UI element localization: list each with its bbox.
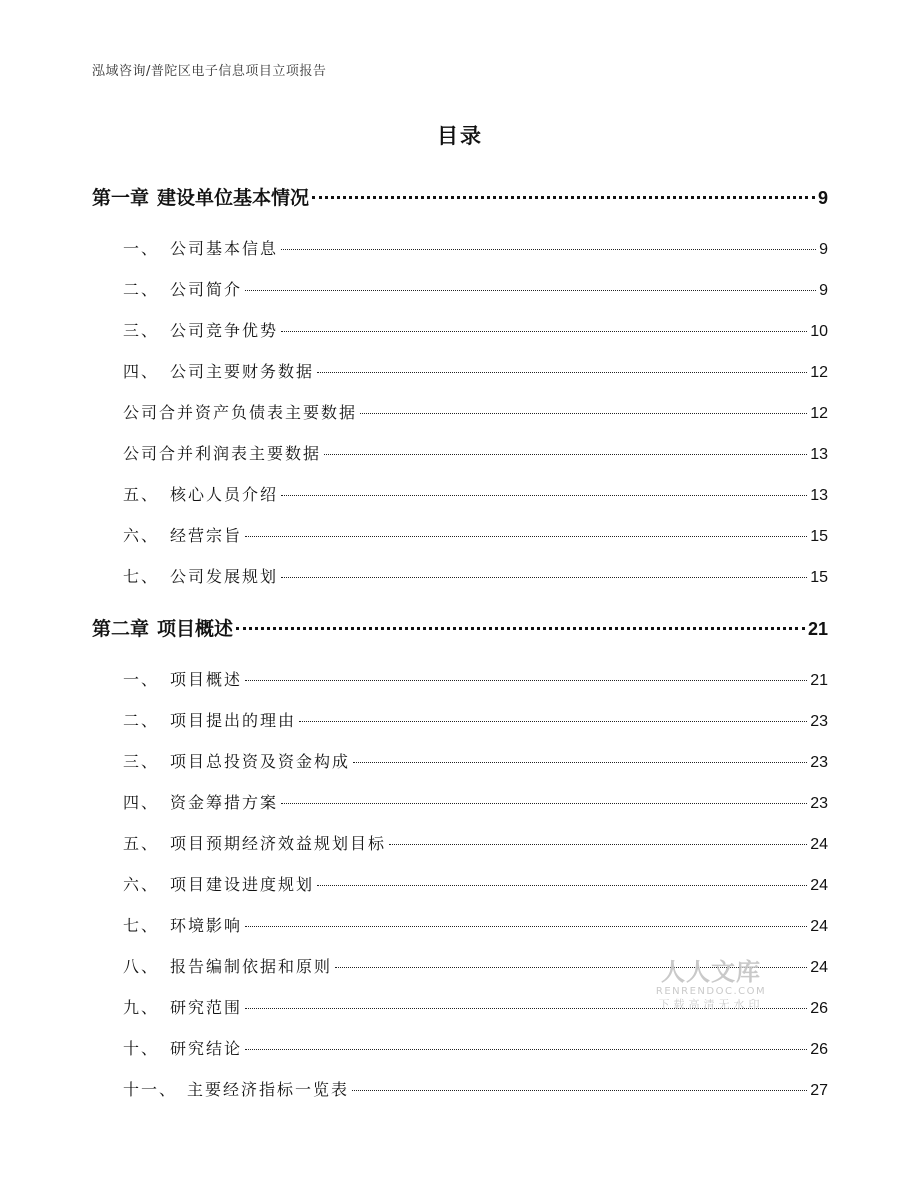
toc-entry-number: 一、	[123, 670, 160, 689]
toc-page-number: 24	[810, 959, 828, 976]
toc-dot-leader	[353, 762, 807, 763]
toc-page-number: 9	[819, 241, 828, 258]
toc-entry-label: 公司基本信息	[170, 239, 279, 258]
toc-dot-leader	[317, 372, 807, 373]
toc-dot-leader	[324, 454, 807, 455]
toc-entry-label: 核心人员介绍	[170, 485, 279, 504]
toc-entry-number: 三、	[123, 752, 160, 771]
toc-page-number: 12	[810, 364, 828, 381]
toc-dot-leader	[317, 885, 807, 886]
toc-section-entry[interactable]	[123, 523, 828, 546]
toc-dot-leader	[299, 721, 807, 722]
toc-section-entry[interactable]	[123, 667, 828, 690]
toc-page-number: 21	[807, 619, 828, 639]
toc-dot-leader	[245, 290, 816, 291]
toc-section-entry[interactable]	[123, 831, 828, 854]
toc-entry-label: 项目概述	[170, 670, 243, 689]
toc-section-entry[interactable]	[123, 872, 828, 895]
toc-dot-leader	[360, 413, 807, 414]
toc-dot-leader	[281, 577, 807, 578]
page-title: 目录	[437, 124, 483, 148]
toc-entry-label: 项目提出的理由	[170, 711, 297, 730]
toc-entry-label: 资金筹措方案	[170, 793, 279, 812]
toc-section-entry[interactable]	[123, 790, 828, 813]
watermark-url: RENRENDOC.COM	[655, 986, 767, 997]
toc-entry-label: 项目预期经济效益规划目标	[170, 834, 387, 853]
toc-entry-number: 六、	[123, 875, 160, 894]
toc-dot-leader	[245, 926, 807, 927]
toc-entry-number: 七、	[123, 567, 160, 586]
toc-page-number: 26	[810, 1041, 828, 1058]
running-header: 泓域咨询/普陀区电子信息项目立项报告	[92, 64, 327, 79]
toc-entry-label: 研究结论	[170, 1039, 243, 1058]
toc-section-entry[interactable]	[123, 359, 828, 382]
toc-page-number: 15	[810, 528, 828, 545]
toc-entry-number: 第二章	[92, 618, 150, 640]
toc-entry-label: 环境影响	[170, 916, 243, 935]
toc-page-number: 23	[810, 713, 828, 730]
toc-entry-label: 公司竞争优势	[170, 321, 279, 340]
toc-dot-leader	[389, 844, 807, 845]
toc-chapter-entry[interactable]	[92, 183, 828, 210]
toc-page-number: 24	[810, 877, 828, 894]
toc-page-number: 23	[810, 754, 828, 771]
toc-entry-label: 公司发展规划	[170, 567, 279, 586]
toc-entry-label: 建设单位基本情况	[157, 187, 310, 209]
toc-section-entry[interactable]	[123, 441, 828, 464]
toc-page-number: 26	[810, 1000, 828, 1017]
toc-section-entry[interactable]	[123, 564, 828, 587]
toc-entry-number: 九、	[123, 998, 160, 1017]
toc-dot-leader	[281, 331, 807, 332]
toc-entry-label: 研究范围	[170, 998, 243, 1017]
toc-entry-number: 六、	[123, 526, 160, 545]
toc-entry-number: 第一章	[92, 187, 150, 209]
toc-page-number: 10	[810, 323, 828, 340]
toc-dot-leader	[245, 680, 807, 681]
toc-page-number: 13	[810, 487, 828, 504]
toc-page-number: 9	[817, 188, 828, 208]
toc-entry-number: 三、	[123, 321, 160, 340]
toc-entry-label: 主要经济指标一览表	[187, 1080, 350, 1099]
toc-page-number: 9	[819, 282, 828, 299]
toc-section-entry[interactable]	[123, 482, 828, 505]
toc-page-number: 27	[810, 1082, 828, 1099]
toc-dot-leader	[236, 627, 805, 630]
toc-section-entry[interactable]	[123, 318, 828, 341]
toc-dot-leader	[352, 1090, 807, 1091]
toc-dot-leader	[312, 196, 815, 199]
toc-chapter-entry[interactable]	[92, 614, 828, 641]
toc-entry-label: 公司合并资产负债表主要数据	[123, 403, 358, 422]
toc-section-entry[interactable]	[123, 708, 828, 731]
toc-entry-number: 五、	[123, 485, 160, 504]
toc-entry-label: 公司主要财务数据	[170, 362, 315, 381]
toc-entry-number: 七、	[123, 916, 160, 935]
toc-entry-number: 十一、	[123, 1080, 178, 1099]
toc-dot-leader	[281, 495, 807, 496]
toc-section-entry[interactable]	[123, 749, 828, 772]
toc-section-entry[interactable]	[123, 277, 828, 300]
toc-page-number: 21	[810, 672, 828, 689]
toc-entry-label: 项目概述	[157, 618, 234, 640]
toc-entry-label: 报告编制依据和原则	[170, 957, 333, 976]
watermark-main-text: 人人文库	[661, 958, 761, 986]
toc-entry-number: 一、	[123, 239, 160, 258]
toc-entry-label: 公司简介	[170, 280, 243, 299]
toc-entry-number: 八、	[123, 957, 160, 976]
toc-page-number: 24	[810, 836, 828, 853]
toc-section-entry[interactable]	[123, 400, 828, 423]
toc-page-number: 24	[810, 918, 828, 935]
watermark-logo	[648, 958, 774, 1012]
toc-entry-label: 项目总投资及资金构成	[170, 752, 351, 771]
toc-section-entry[interactable]	[123, 913, 828, 936]
toc-section-entry[interactable]	[123, 1077, 828, 1100]
toc-dot-leader	[245, 536, 807, 537]
toc-dot-leader	[281, 803, 807, 804]
toc-entry-label: 公司合并利润表主要数据	[123, 444, 322, 463]
toc-section-entry[interactable]	[123, 236, 828, 259]
toc-entry-number: 四、	[123, 362, 160, 381]
toc-entry-label: 经营宗旨	[170, 526, 243, 545]
toc-section-entry[interactable]	[123, 1036, 828, 1059]
toc-entry-number: 十、	[123, 1039, 160, 1058]
toc-page-number: 23	[810, 795, 828, 812]
watermark-tagline: 下载高清无水印	[658, 998, 764, 1011]
toc-entry-number: 二、	[123, 711, 160, 730]
toc-dot-leader	[245, 1049, 807, 1050]
toc-dot-leader	[281, 249, 816, 250]
toc-entry-number: 四、	[123, 793, 160, 812]
toc-page-number: 13	[810, 446, 828, 463]
toc-entry-number: 二、	[123, 280, 160, 299]
toc-page-number: 15	[810, 569, 828, 586]
toc-entry-number: 五、	[123, 834, 160, 853]
toc-page-number: 12	[810, 405, 828, 422]
toc-entry-label: 项目建设进度规划	[170, 875, 315, 894]
